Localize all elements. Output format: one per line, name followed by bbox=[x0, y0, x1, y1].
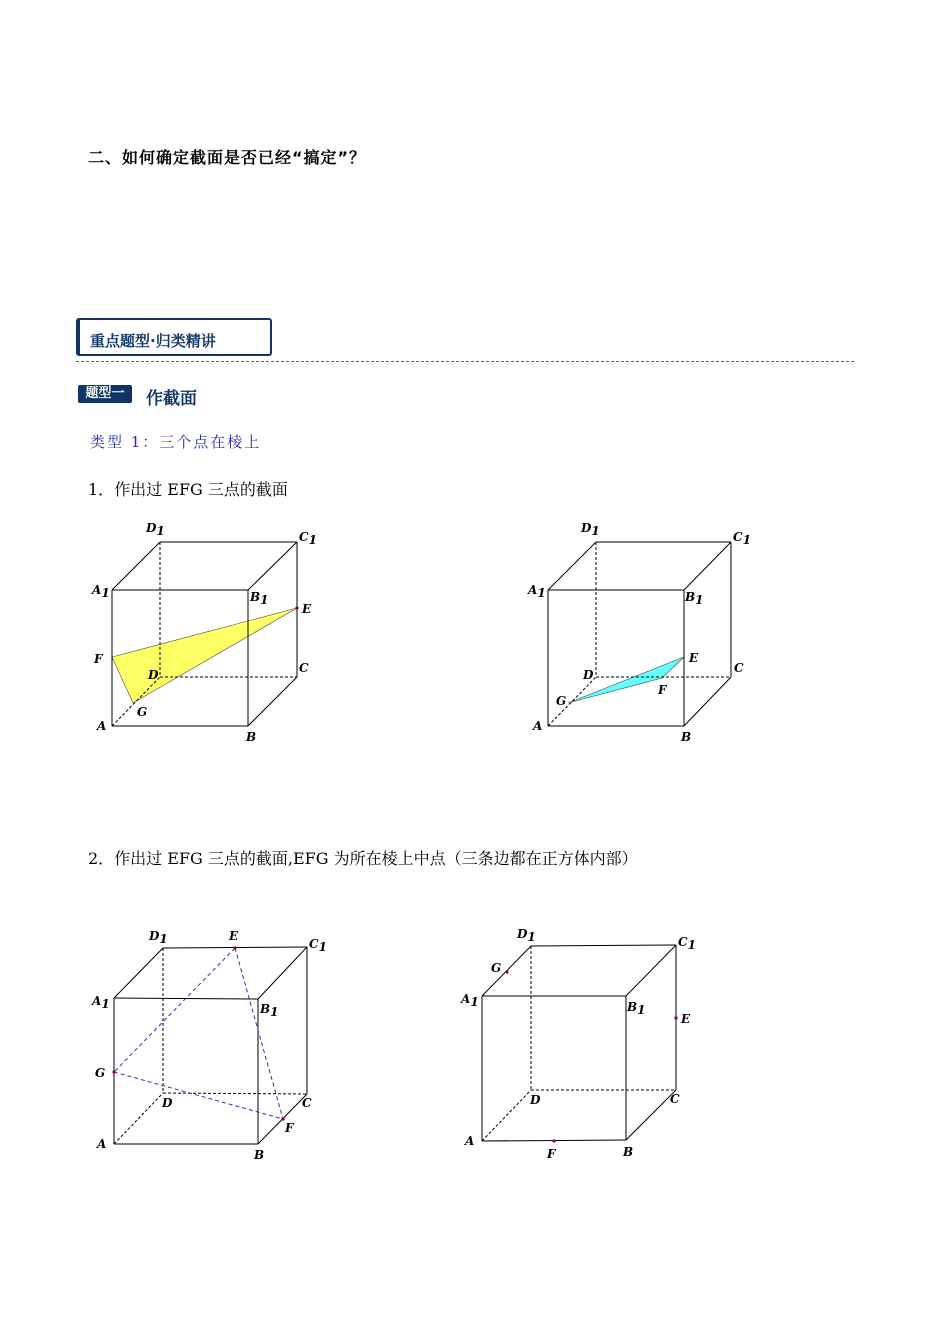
label-A1: A1 bbox=[92, 994, 110, 1011]
section-heading: 二、如何确定截面是否已经“搞定”？ bbox=[88, 148, 367, 167]
label-A: A bbox=[97, 1137, 107, 1151]
cube-figure-2-labels bbox=[527, 521, 751, 744]
label-A1: A1 bbox=[92, 583, 110, 600]
label-D: D bbox=[583, 668, 594, 682]
label-B: B bbox=[681, 730, 692, 744]
label-B1: B1 bbox=[627, 1000, 646, 1017]
label-G: G bbox=[95, 1066, 106, 1080]
label-D: D bbox=[148, 668, 159, 682]
label-B1: B1 bbox=[250, 590, 269, 607]
label-C: C bbox=[302, 1096, 312, 1110]
cube-figure-2 bbox=[548, 542, 731, 726]
cube-figure-4-labels bbox=[460, 927, 696, 1161]
label-D1: D1 bbox=[581, 521, 600, 538]
label-F: F bbox=[547, 1147, 556, 1161]
label-E: E bbox=[229, 929, 239, 943]
banner-label: 重点题型·归类精讲 bbox=[90, 332, 216, 350]
section-polygon-yellow bbox=[112, 608, 297, 703]
label-G: G bbox=[137, 705, 148, 719]
label-A: A bbox=[97, 719, 107, 733]
label-D1: D1 bbox=[146, 521, 165, 538]
label-G: G bbox=[491, 961, 502, 975]
label-D1: D1 bbox=[149, 929, 168, 946]
topic-title: 作截面 bbox=[146, 389, 197, 409]
cube-figure-3 bbox=[112, 946, 307, 1144]
label-C1: C1 bbox=[678, 935, 696, 952]
label-G: G bbox=[556, 694, 567, 708]
label-C: C bbox=[299, 661, 309, 675]
label-B: B bbox=[254, 1148, 265, 1162]
label-A1: A1 bbox=[528, 583, 546, 600]
question-1: 1．作出过 EFG 三点的截面 bbox=[88, 480, 288, 499]
label-B: B bbox=[246, 730, 257, 744]
label-B1: B1 bbox=[685, 590, 704, 607]
label-E: E bbox=[302, 602, 312, 616]
question-2: 2．作出过 EFG 三点的截面,EFG 为所在棱上中点（三条边都在正方体内部） bbox=[88, 849, 638, 868]
label-F: F bbox=[94, 652, 103, 666]
label-D: D bbox=[162, 1096, 173, 1110]
cube-figure-1 bbox=[112, 542, 299, 726]
label-C: C bbox=[734, 661, 744, 675]
label-A1: A1 bbox=[461, 992, 479, 1009]
label-A: A bbox=[465, 1134, 475, 1148]
topic-badge: 题型一 bbox=[78, 385, 132, 403]
label-C: C bbox=[670, 1092, 680, 1106]
label-D1: D1 bbox=[517, 927, 536, 944]
label-C1: C1 bbox=[733, 530, 751, 547]
label-C1: C1 bbox=[309, 937, 327, 954]
label-C1: C1 bbox=[299, 530, 317, 547]
type-label: 类型 1：三个点在棱上 bbox=[90, 433, 262, 451]
label-E: E bbox=[689, 651, 699, 665]
cube-figure-4 bbox=[482, 945, 678, 1143]
label-E: E bbox=[681, 1012, 691, 1026]
label-F: F bbox=[658, 683, 667, 697]
label-A: A bbox=[533, 719, 543, 733]
label-B: B bbox=[623, 1145, 634, 1159]
label-F: F bbox=[285, 1121, 294, 1135]
label-D: D bbox=[530, 1093, 541, 1107]
label-B1: B1 bbox=[260, 1002, 279, 1019]
